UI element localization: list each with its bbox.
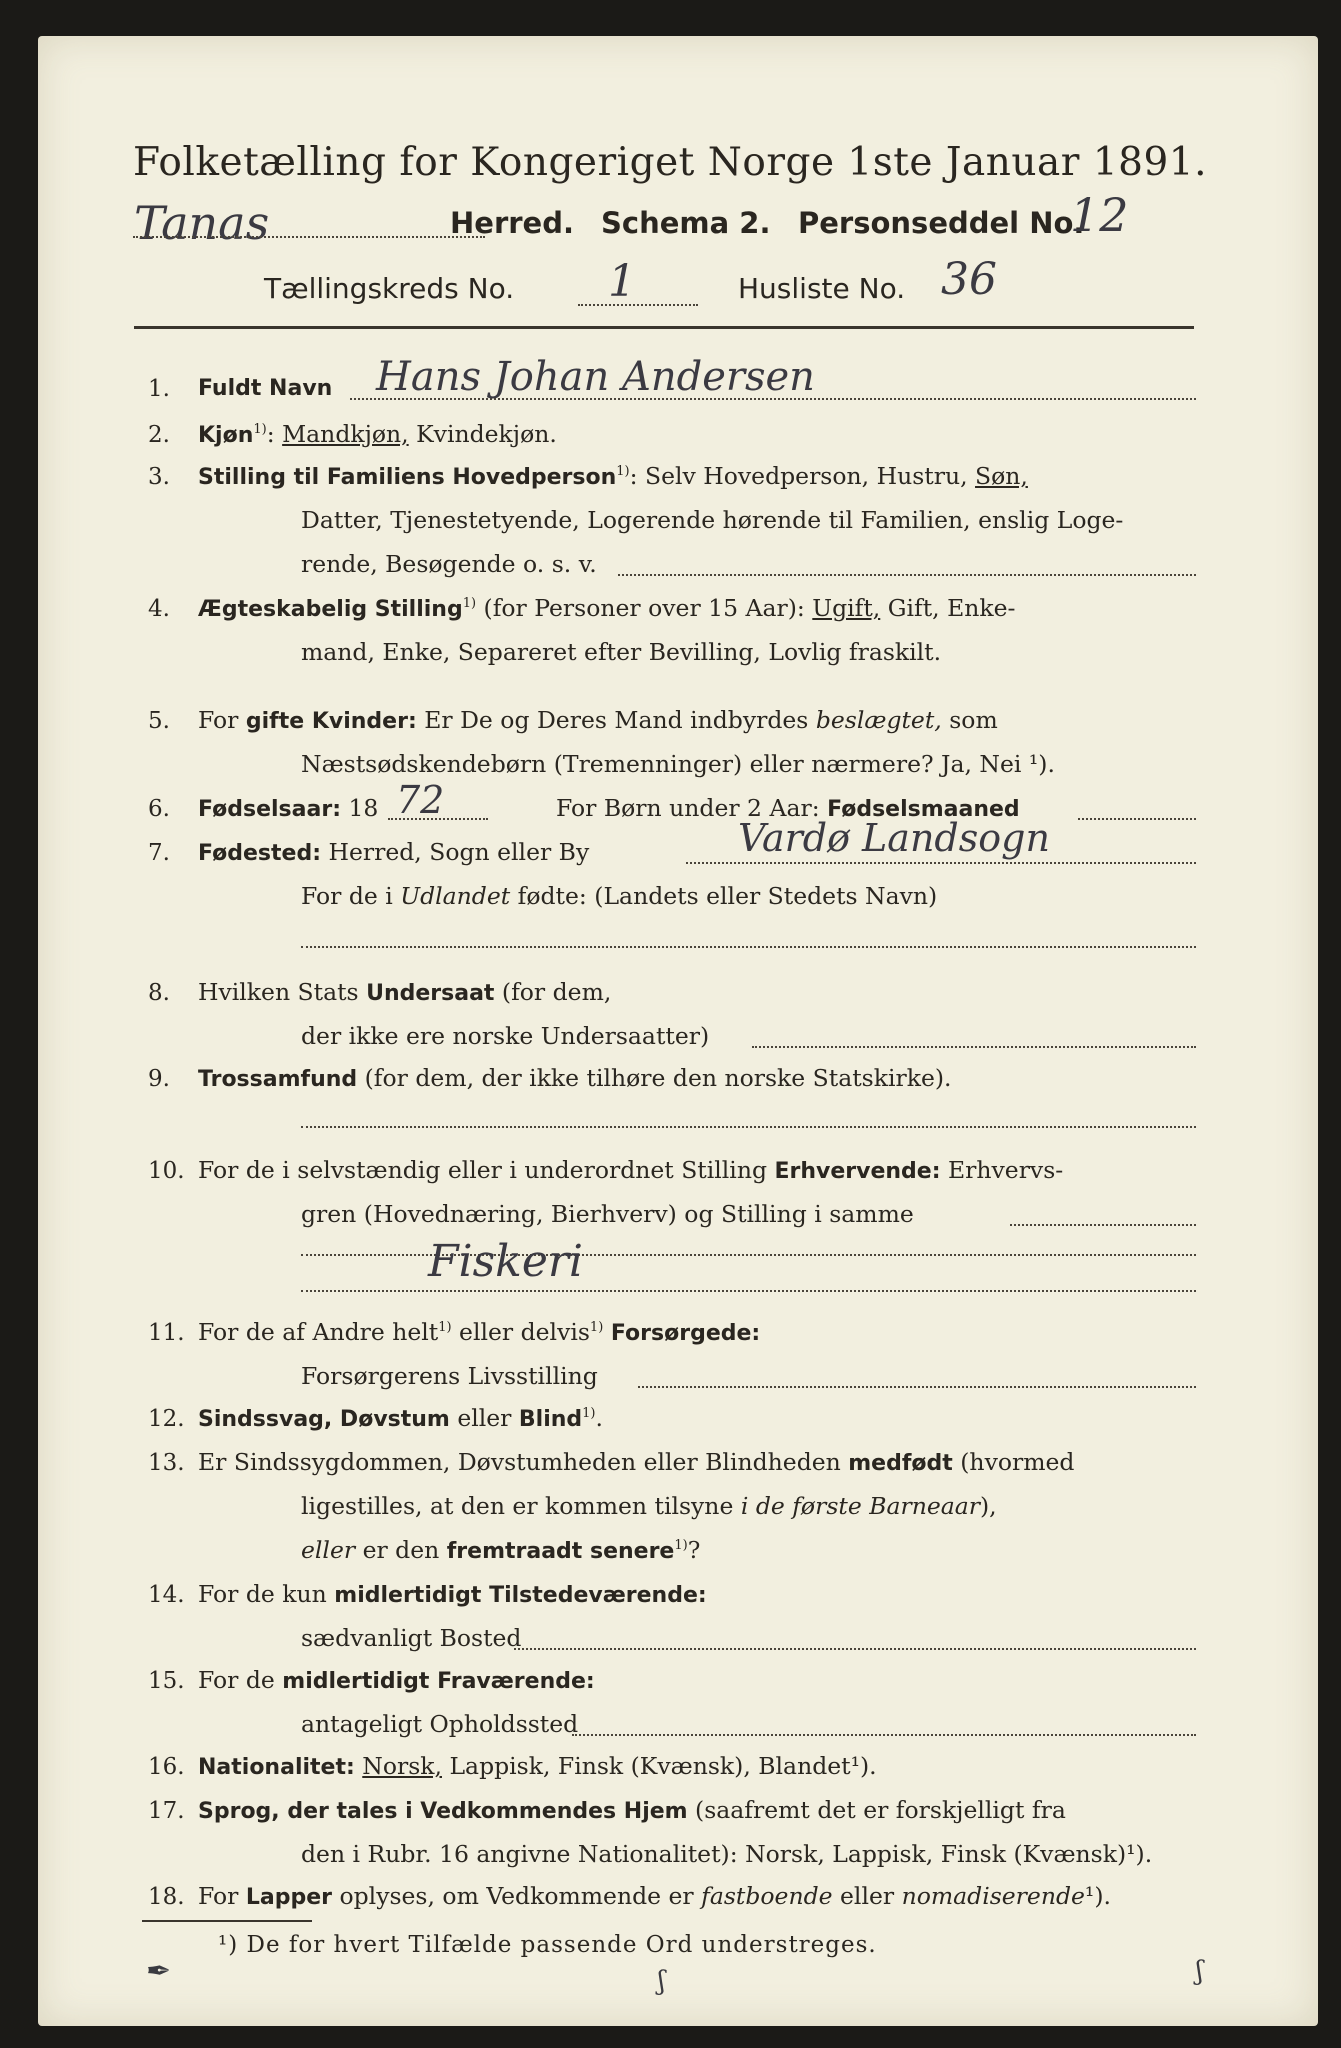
sindssvag-label: Sindssvag, Døvstum <box>198 1407 450 1432</box>
gifte-row-line2: Næstsødskendebørn (Tremenninger) eller nærmere? Ja, Nei ¹). <box>301 750 1055 778</box>
gifte-beslaegtet: beslægtet, <box>815 706 942 734</box>
medfodt-row-line2 <box>301 1492 997 1520</box>
erhverv-text-b: Erhvervs- <box>940 1156 1064 1184</box>
tilstede-text: For de kun <box>198 1580 335 1608</box>
lapper-label: Lapper <box>245 1885 333 1910</box>
herred-label: Herred. <box>450 206 574 240</box>
fodselsmaaned-label: Fødselsmaaned <box>827 797 1020 822</box>
nationalitet-row <box>198 1752 877 1780</box>
medfodt-label: medfødt <box>848 1451 953 1476</box>
nationalitet-options: Lappisk, Finsk (Kvænsk), Blandet¹). <box>441 1752 877 1780</box>
fravaerende-text: For de <box>198 1666 283 1694</box>
fodselsmaaned-text: For Børn under 2 Aar: <box>556 794 828 822</box>
medfodt-row-line3 <box>301 1536 700 1564</box>
sindssvag-sup: 1) <box>582 1406 596 1422</box>
forsorgede-row <box>198 1318 760 1346</box>
tilstede-label: midlertidigt Tilstedeværende: <box>334 1583 707 1608</box>
medfodt-eller: eller <box>301 1536 356 1564</box>
item-number-6: 6. <box>148 796 170 822</box>
item-number-7: 7. <box>148 840 170 866</box>
fremtraadt-sup: 1) <box>674 1538 688 1554</box>
fodested-handwritten: Vardø Landsogn <box>738 816 1050 860</box>
item-number-15: 15. <box>148 1668 185 1694</box>
medfodt-line3-text: er den <box>355 1536 447 1564</box>
kjon-colon: : <box>266 420 283 448</box>
undersaat-text-b: (for dem, <box>494 978 612 1006</box>
fravaerende-row-line2: antageligt Opholdssted <box>301 1710 579 1738</box>
item-number-4: 4. <box>148 596 170 622</box>
undersaat-row <box>198 978 611 1006</box>
blind-label: Blind <box>518 1407 583 1432</box>
personseddel-number-handwritten: 12 <box>1070 188 1129 242</box>
kjon-sup: 1) <box>253 422 267 438</box>
erhverv-row <box>198 1156 1063 1184</box>
undersaat-text-a: Hvilken Stats <box>198 978 367 1006</box>
gifte-text-a: For <box>198 706 246 734</box>
medfodt-barneaar: i de første Barneaar <box>740 1492 981 1520</box>
stilling-sup: 1) <box>616 464 630 480</box>
personseddel-label: Personseddel No. <box>798 206 1085 240</box>
kjon-row <box>198 420 557 448</box>
lapper-text-c: eller <box>832 1882 902 1910</box>
lapper-fastboende: fastboende <box>701 1882 833 1910</box>
aegteskab-row-line2: mand, Enke, Separeret efter Bevilling, Lovlig fraskilt. <box>301 638 942 666</box>
header-divider <box>134 326 1194 329</box>
fravaerende-fill-line <box>572 1734 1196 1736</box>
tilstede-row-line2: sædvanligt Bosted <box>301 1624 522 1652</box>
sindssvag-end: . <box>595 1404 603 1432</box>
aegteskab-row-line1 <box>198 594 1016 622</box>
forsorgede-label: Forsørgede: <box>603 1321 761 1346</box>
herred-fill-line <box>133 236 485 238</box>
forsorgede-text-b: eller delvis <box>451 1318 590 1346</box>
fodselsmaaned-fill-line <box>1078 818 1196 820</box>
nationalitet-norsk: Norsk, <box>362 1752 442 1780</box>
kreds-label: Tællingskreds No. <box>264 272 515 305</box>
trossamfund-label: Trossamfund <box>198 1067 358 1092</box>
stilling-label: Stilling til Familiens Hovedperson <box>198 465 617 490</box>
item-number-17: 17. <box>148 1798 185 1824</box>
medfodt-line2-end: ), <box>980 1492 997 1520</box>
undersaat-label: Undersaat <box>366 981 495 1006</box>
lapper-text-a: For <box>198 1882 246 1910</box>
item-number-2: 2. <box>148 422 170 448</box>
aegteskab-text-b: Gift, Enke- <box>880 594 1016 622</box>
kreds-number-handwritten: 1 <box>608 256 636 307</box>
stilling-row-line2: Datter, Tjenestetyende, Logerende hørende til Familien, enslig Loge- <box>301 506 1124 534</box>
forsorgede-text-a: For de af Andre helt <box>198 1318 439 1346</box>
sprog-text: (saafremt det er forskjelligt fra <box>687 1796 1066 1824</box>
stilling-fill-line <box>618 574 1196 576</box>
medfodt-row <box>198 1448 1074 1476</box>
udlandet-text-a: For de i <box>301 882 401 910</box>
gifte-text-c: som <box>941 706 998 734</box>
fodested-text: Herred, Sogn eller By <box>321 838 590 866</box>
gifte-text-b: Er De og Deres Mand indbyrdes <box>416 706 816 734</box>
stilling-row-line3: rende, Besøgende o. s. v. <box>301 550 597 578</box>
sprog-row-line2: den i Rubr. 16 angivne Nationalitet): Norsk, Lappisk, Finsk (Kvænsk)¹). <box>301 1840 1153 1868</box>
erhverv-handwritten: Fiskeri <box>428 1236 583 1287</box>
husliste-number-handwritten: 36 <box>941 254 997 305</box>
aegteskab-label: Ægteskabelig Stilling <box>198 597 463 622</box>
fremtraadt-label: fremtraadt senere <box>446 1539 675 1564</box>
herred-handwritten: Tanas <box>134 196 270 250</box>
kjon-mandkjon: Mandkjøn, <box>282 420 409 448</box>
medfodt-text-b: (hvormed <box>952 1448 1075 1476</box>
item-number-11: 11. <box>148 1320 185 1346</box>
forsorgede-row-line2: Forsørgerens Livsstilling <box>301 1362 598 1390</box>
fuldt-navn-label: Fuldt Navn <box>198 376 333 401</box>
udlandet-text-b: fødte: (Landets eller Stedets Navn) <box>510 882 938 910</box>
kjon-label: Kjøn <box>198 423 254 448</box>
erhverv-text-a: For de i selvstændig eller i underordnet Stilling <box>198 1156 775 1184</box>
fremtraadt-end: ? <box>687 1536 701 1564</box>
medfodt-line2-text: ligestilles, at den er kommen tilsyne <box>301 1492 741 1520</box>
gifte-label: gifte Kvinder: <box>245 709 417 734</box>
fodested-row <box>198 838 589 866</box>
footnote-divider <box>142 1920 312 1922</box>
fodselsaar-label: Fødselsaar: <box>198 797 341 822</box>
forsorgede-sup1: 1) <box>438 1320 452 1336</box>
sindssvag-row <box>198 1404 603 1432</box>
sprog-row <box>198 1796 1066 1824</box>
forsorgede-fill-line <box>638 1386 1196 1388</box>
aegteskab-text-a: (for Personer over 15 Aar): <box>476 594 813 622</box>
erhverv-fill-line-1 <box>1010 1224 1196 1226</box>
husliste-label: Husliste No. <box>738 272 906 305</box>
gifte-row-line1 <box>198 706 998 734</box>
trossamfund-row <box>198 1064 952 1092</box>
item-number-14: 14. <box>148 1582 185 1608</box>
undersaat-fill-line <box>752 1046 1196 1048</box>
stilling-row-line1 <box>198 462 1028 490</box>
form-title: Folketælling for Kongeriget Norge 1ste Januar 1891. <box>133 140 1207 185</box>
item-number-16: 16. <box>148 1754 185 1780</box>
fuldt-navn-handwritten: Hans Johan Andersen <box>376 354 815 400</box>
fravaerende-row <box>198 1666 595 1694</box>
fodested-fill-line <box>686 862 1196 864</box>
schema-label: Schema 2. <box>601 206 771 240</box>
pen-mark-center: ʃ <box>658 1966 666 1996</box>
pen-mark-left: ✒ <box>146 1954 172 1989</box>
aegteskab-sup: 1) <box>462 596 477 612</box>
medfodt-text-a: Er Sindssygdommen, Døvstumheden eller Blindheden <box>198 1448 849 1476</box>
item-number-3: 3. <box>148 464 170 490</box>
erhverv-fill-line-3 <box>301 1290 1196 1292</box>
item-number-8: 8. <box>148 980 170 1006</box>
lapper-text-b: oplyses, om Vedkommende er <box>332 1882 702 1910</box>
nationalitet-label: Nationalitet: <box>198 1755 355 1780</box>
fodselsaar-prefix: 18 <box>341 794 379 822</box>
pen-mark-right: ʃ <box>1196 1956 1204 1986</box>
item-number-5: 5. <box>148 708 170 734</box>
fodselsaar-fill-line <box>388 818 488 820</box>
tilstede-row <box>198 1580 707 1608</box>
sindssvag-text: eller <box>449 1404 519 1432</box>
stilling-son: Søn, <box>975 462 1028 490</box>
fodselsaar-row <box>198 794 378 822</box>
item-number-18: 18. <box>148 1884 185 1910</box>
lapper-nomadiserende: nomadiserende <box>901 1882 1085 1910</box>
sprog-label: Sprog, der tales i Vedkommendes Hjem <box>198 1799 688 1824</box>
item-number-13: 13. <box>148 1450 185 1476</box>
trossamfund-fill-line <box>301 1126 1196 1128</box>
kreds-fill-line <box>578 304 698 306</box>
trossamfund-text: (for dem, der ikke tilhøre den norske Statskirke). <box>357 1064 952 1092</box>
census-form-sheet <box>38 36 1318 2026</box>
tilstede-fill-line <box>514 1648 1196 1650</box>
forsorgede-sup2: 1) <box>589 1320 604 1336</box>
lapper-row <box>198 1882 1111 1910</box>
udlandet-row <box>301 882 937 910</box>
item-number-9: 9. <box>148 1066 170 1092</box>
aegteskab-ugift: Ugift, <box>812 594 881 622</box>
item-number-12: 12. <box>148 1406 185 1432</box>
erhverv-row-line2: gren (Hovednæring, Bierhverv) og Stilling i samme <box>301 1200 914 1228</box>
lapper-end: ¹). <box>1084 1882 1111 1910</box>
item-number-1: 1. <box>148 376 170 402</box>
item-number-10: 10. <box>148 1158 185 1184</box>
stilling-options-line1: : Selv Hovedperson, Hustru, <box>629 462 976 490</box>
kjon-kvindekjon: Kvindekjøn. <box>408 420 557 448</box>
undersaat-row-line2: der ikke ere norske Undersaatter) <box>301 1022 710 1050</box>
fodested-label: Fødested: <box>198 841 321 866</box>
udlandet-italic: Udlandet <box>400 882 511 910</box>
fravaerende-label: midlertidigt Fraværende: <box>282 1669 595 1694</box>
fodselsaar-handwritten: 72 <box>396 778 445 822</box>
erhverv-label: Erhvervende: <box>774 1159 941 1184</box>
udlandet-fill-line <box>301 946 1196 948</box>
footnote-text: ¹) De for hvert Tilfælde passende Ord understreges. <box>218 1932 877 1958</box>
